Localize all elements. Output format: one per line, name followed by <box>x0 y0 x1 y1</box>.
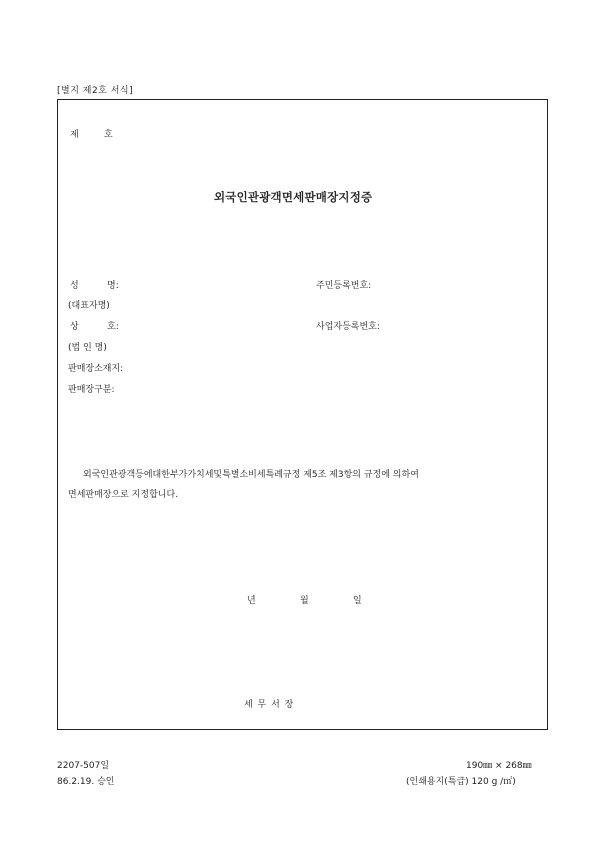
trade-label-1: 상 <box>70 322 79 332</box>
issuer-label: 세 무 서 장 <box>244 700 295 710</box>
approval-date: 86.2.19. 승인 <box>57 777 115 787</box>
body-line-2: 면세판매장으로 지정합니다. <box>68 490 179 500</box>
paper-size: 190㎜ × 268㎜ <box>466 761 532 771</box>
certificate-title: 외국인관광객면세판매장지정증 <box>214 190 373 204</box>
name-label-2: 명: <box>107 281 119 291</box>
name-label-1: 성 <box>70 281 79 291</box>
representative-label: (대표자명) <box>68 301 110 311</box>
date-day: 일 <box>353 596 362 606</box>
number-suffix: 호 <box>104 130 113 140</box>
business-reg-label: 사업자등록번호: <box>316 322 380 332</box>
date-year: 년 <box>247 596 256 606</box>
form-label: [별지 제2호 서식] <box>57 86 134 96</box>
body-line-1: 외국인관광객등에대한부가가치세및특별소비세특례규정 제5조 제3항의 규정에 의하여 <box>83 470 419 480</box>
number-label: 제 <box>70 130 79 140</box>
resident-reg-label: 주민등록번호: <box>316 281 372 291</box>
corporation-label: (법 인 명) <box>68 343 107 353</box>
date-month: 월 <box>300 596 309 606</box>
store-category-label: 판매장구분: <box>68 385 115 395</box>
paper-spec: (인쇄용지(특급) 120 g /㎡) <box>406 777 516 787</box>
form-code: 2207-507일 <box>57 761 110 771</box>
store-location-label: 판매장소재지: <box>68 364 124 374</box>
trade-label-2: 호: <box>107 322 119 332</box>
